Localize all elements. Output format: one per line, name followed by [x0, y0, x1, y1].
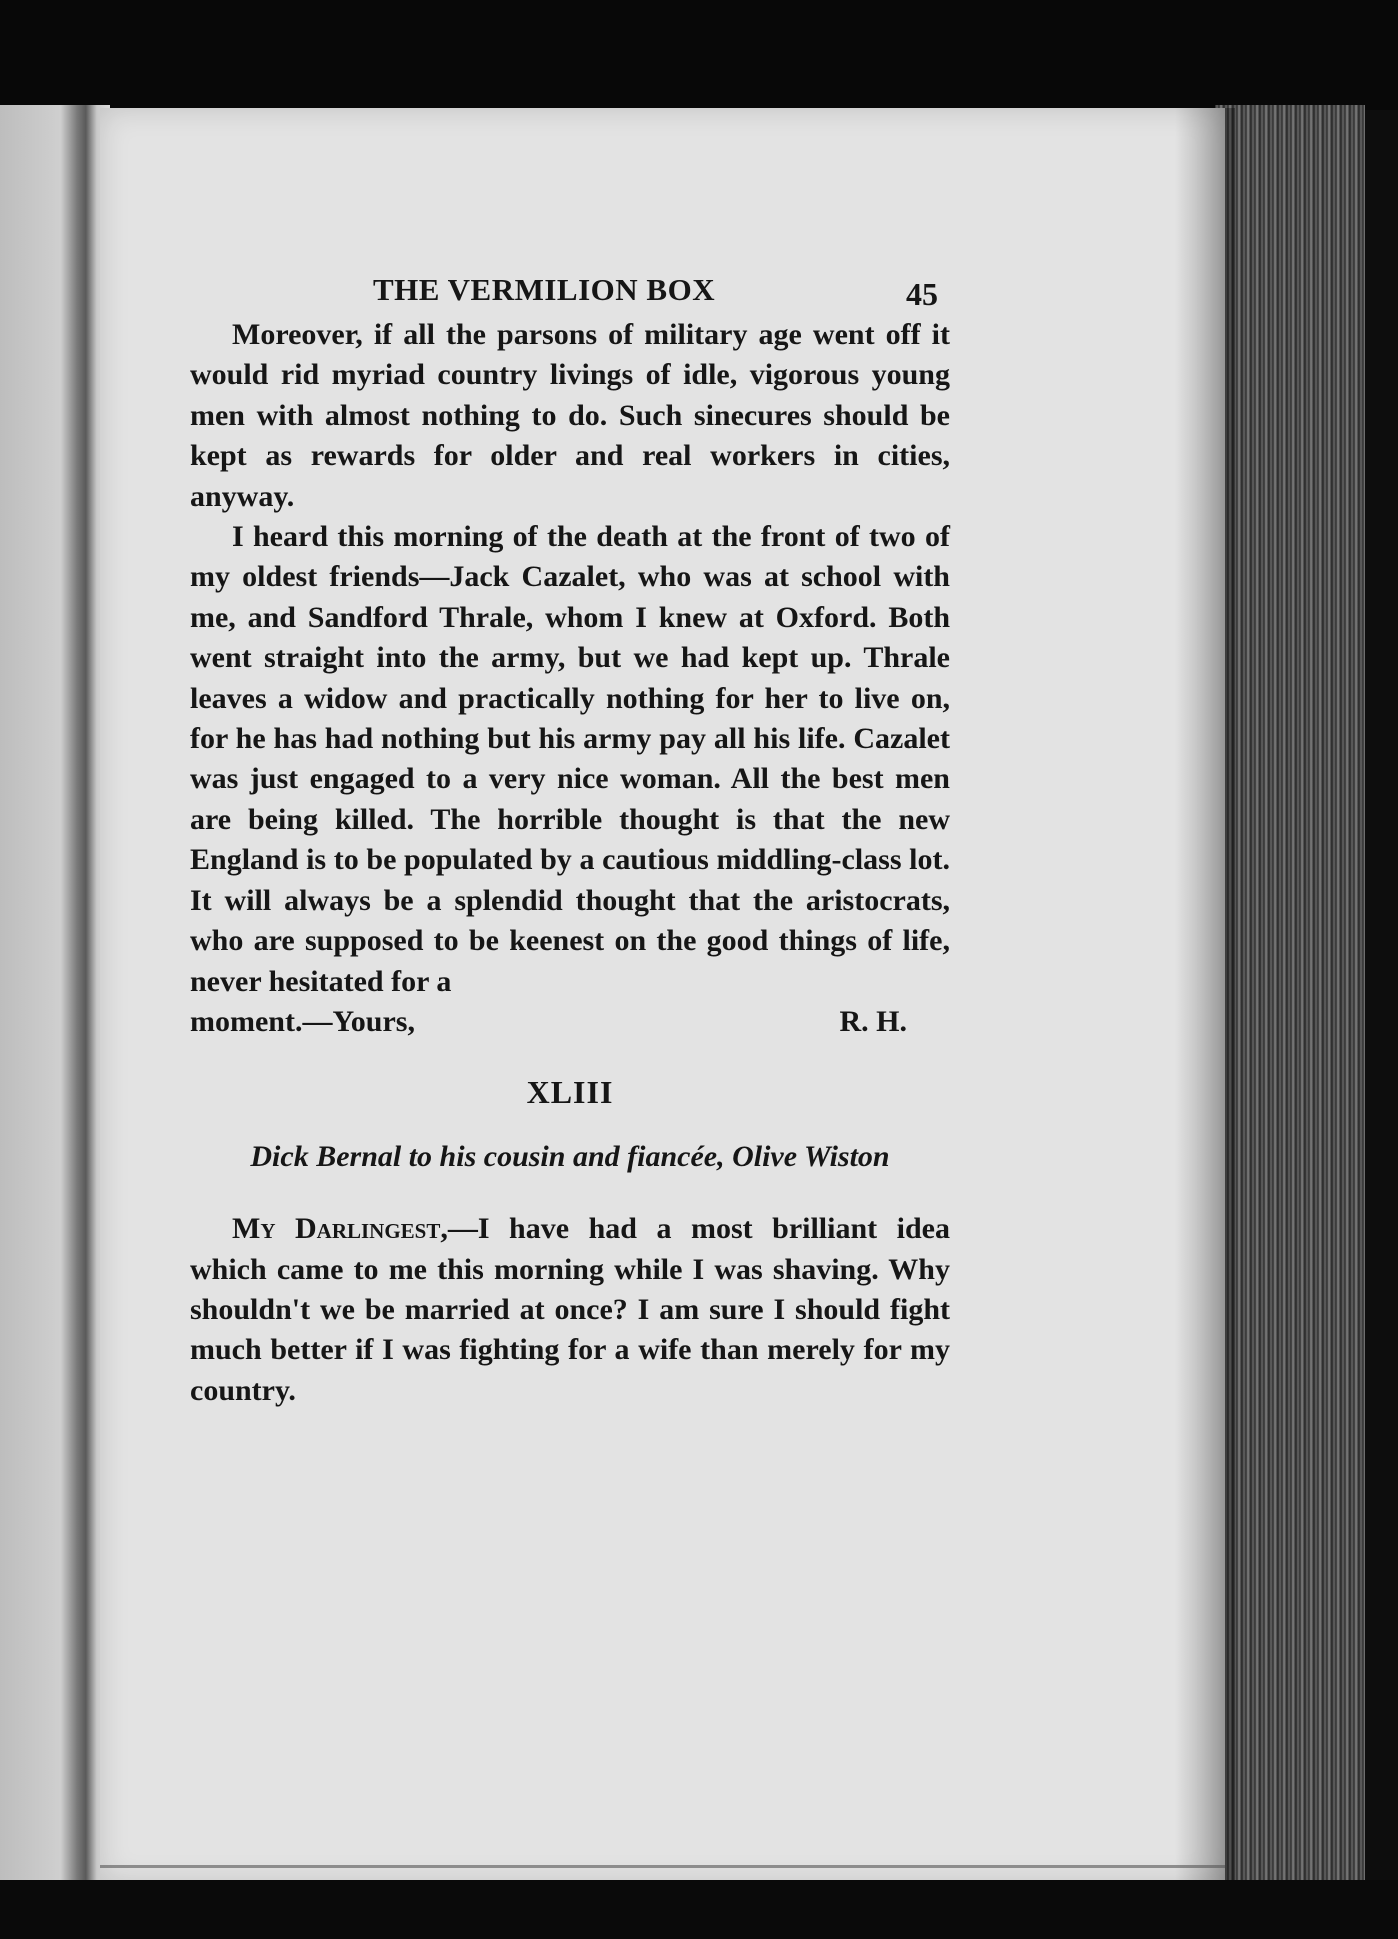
paragraph: Moreover, if all the parsons of military age went off it would rid myriad country livings of idle, vigorous young men with almost nothing to do. Such sinecures should be kept as rewards for older and real workers in cities, anyway.: [190, 318, 950, 513]
running-head: [190, 262, 950, 312]
scan-top-border: [0, 0, 1398, 110]
closing-line: [190, 1002, 950, 1042]
salutation: My Darlingest,: [232, 1212, 448, 1246]
letter-text: —I have had a most brilliant idea which came to me this morning while I was shaving. Why shouldn't we be married at once? I am sure I should fight much better if I was fighting for a wife than merely for my country.: [190, 1212, 950, 1407]
chapter-subtitle: Dick Bernal to his cousin and fiancée, Olive Wiston: [250, 1139, 890, 1173]
page-bottom-edge: [100, 1865, 1225, 1868]
closing-text: moment.—Yours,: [190, 1004, 415, 1038]
letter-body: [190, 1209, 950, 1411]
chapter-number: XLIII: [526, 1074, 614, 1111]
scan-bottom-border: [0, 1880, 1398, 1939]
page-number: 45: [906, 276, 938, 312]
paragraph: I heard this morning of the death at the front of two of my oldest friends—Jack Cazalet, who was at school with me, and Sandford Thrale, whom I knew at Oxford. Both went straight into the army, but we had kept up. Thrale leaves a widow and practically nothing for her to live on, for he has had nothing but his army pay all his life. Cazalet was just engaged to a very nice woman. All the best men are being killed. The horrible thought is that the new England is to be populated by a cautious middling-class lot. It will always be a splendid thought that the aristocrats, who are supposed to be keenest on the good things of life, never hesitated for a: [190, 520, 950, 998]
page-shadow: [1175, 108, 1235, 1883]
book-page-edges: [1215, 105, 1365, 1895]
running-head-title: THE VERMILION BOX: [373, 272, 716, 307]
signature: R. H.: [839, 1004, 907, 1038]
page-text: [190, 262, 950, 1411]
facing-page-edge: [0, 105, 110, 1895]
